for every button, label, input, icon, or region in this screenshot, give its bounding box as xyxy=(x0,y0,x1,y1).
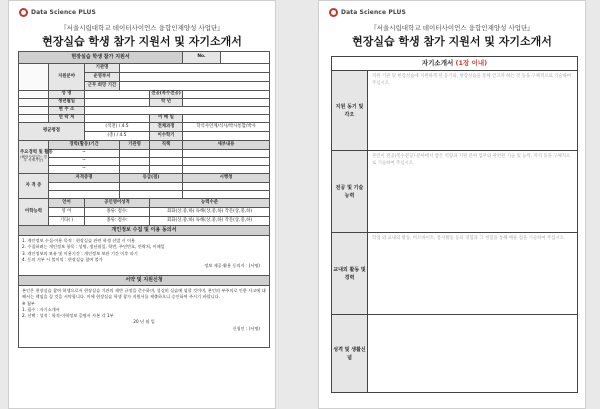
career-header-org: 기관명 xyxy=(120,141,150,150)
address-label: 현 주 소 xyxy=(49,107,85,115)
motivation-field[interactable]: 지원 기관 및 현장실습에 지원하게 된 동기와, 현장실습을 통해 얻고자 하는 것 등을 구체적으로 기술하여 주십시오. xyxy=(368,71,578,151)
photo-box-cont xyxy=(19,107,49,115)
cert-row-name[interactable] xyxy=(49,183,120,191)
consent-line: 2. 수집하려는 개인정보 항목 : 성명, 생년월일, 학번, 주민번호, 연락처, 이메일 xyxy=(22,244,165,250)
career-row-period[interactable]: ~ xyxy=(49,150,120,158)
grade-field[interactable] xyxy=(183,99,270,107)
college-field[interactable] xyxy=(183,91,270,99)
program-logo xyxy=(19,6,96,18)
pledge-date[interactable]: 20 년 월 일 xyxy=(133,319,155,325)
consent-line: 3. 개인정보의 보유 및 이용기간 : 개인정보 보관 기간 이후 파기 xyxy=(22,250,138,256)
page-title: 현장실습 학생 참가 지원서 및 자기소개서 xyxy=(42,35,242,48)
phone-field[interactable] xyxy=(85,115,150,123)
self-introduction-page xyxy=(318,0,586,409)
pledge-section-title: 서약 및 지원신청 xyxy=(19,276,270,286)
phone-label: 연 락 처 xyxy=(49,115,85,123)
hope-dept-label: 운영부서 xyxy=(85,73,120,82)
lang-row-lang[interactable]: 기타( ) xyxy=(49,217,85,226)
course-value[interactable]: 학석사연계/석사/박사통합/박사 xyxy=(183,123,270,132)
name-field[interactable] xyxy=(85,91,150,99)
career-row-detail[interactable] xyxy=(183,166,270,174)
career-row-org[interactable] xyxy=(120,166,150,174)
logo-text: Data Science PLUS xyxy=(31,8,96,16)
gpa-recent[interactable]: (직전) / 4.5 xyxy=(85,123,150,132)
hope-org-label: 기관명 xyxy=(85,64,120,73)
gpa-total[interactable]: (총) / 4.5 xyxy=(85,132,150,141)
pledge-signature[interactable]: 신청인 : (서명) xyxy=(232,325,261,331)
lang-header-level: 능력수준 xyxy=(150,199,270,208)
consent-body xyxy=(19,236,270,276)
career-header-detail: 세부내용 xyxy=(183,141,270,150)
pledge-body xyxy=(19,286,270,348)
career-row-role[interactable] xyxy=(150,166,183,174)
program-logo xyxy=(329,6,406,18)
birth-label: 생년월일 xyxy=(49,99,85,107)
photo-box-cont xyxy=(19,99,49,107)
program-subtitle: 『서울시립대학교 데이터사이언스 융합인재양성 사업단』 xyxy=(370,24,534,32)
lang-row-test[interactable]: 종류: 점수: xyxy=(85,217,150,226)
cert-row-grade[interactable] xyxy=(120,191,183,199)
page-title: 현장실습 학생 참가 지원서 및 자기소개서 xyxy=(352,35,552,48)
consent-line: 4. 동의 거부 시 불이익 : 현장실습 참여 불가 xyxy=(22,256,103,262)
career-label-text: 주요경력 및 활동 xyxy=(20,149,53,155)
personality-field[interactable] xyxy=(368,315,578,393)
pledge-attach-line: 2. 선택 : 성적 : 학적·이력정보 증명서 사본 각 1부 xyxy=(22,313,114,319)
credits-label: 이수학기 xyxy=(150,132,183,141)
hope-period-field[interactable] xyxy=(120,82,270,91)
consent-line: 1. 개인정보 수집·이용 목적 : 현장실습 관련 학생 선발 시 이용 xyxy=(22,238,136,243)
skills-field[interactable]: 본인이 전공(복수전공) 분야에서 쌓은 역량과 지원 분야 업무와 관련된 기술 및 능력, 자격 등을 구체적으로 기술하여 주십시오. xyxy=(368,151,578,233)
cert-row-issuer[interactable] xyxy=(183,191,270,199)
career-header-role: 직책 xyxy=(150,141,183,150)
self-intro-heading xyxy=(332,57,578,71)
career-header-period: 경력(활동)기간 xyxy=(49,141,120,150)
career-row-role[interactable] xyxy=(150,158,183,166)
lang-row-test[interactable]: 종류: 점수: xyxy=(85,208,150,217)
consent-section-title: 개인정보 수집 및 이용 동의서 xyxy=(19,226,270,236)
hope-section-label: 지원분야 xyxy=(49,64,85,91)
photo-box-cont xyxy=(19,115,49,123)
activities-label: 교내외 활동 및 경력 xyxy=(332,233,368,315)
email-label: 이 메 일 xyxy=(150,115,183,123)
photo-box[interactable] xyxy=(19,64,49,91)
certs-header-name: 자격증명 xyxy=(49,174,120,183)
certs-header-grade: 등급(점) xyxy=(120,174,183,183)
career-label xyxy=(19,141,53,174)
pledge-attach-line: 1. 필수 : 자기소개서 xyxy=(22,306,60,312)
career-row-period[interactable]: ~ xyxy=(49,158,120,166)
cert-row-issuer[interactable] xyxy=(183,183,270,191)
logo-mark-icon xyxy=(19,8,28,17)
hope-dept-field[interactable] xyxy=(120,73,270,82)
career-row-detail[interactable] xyxy=(183,158,270,166)
program-subtitle: 『서울시립대학교 데이터사이언스 융합인재양성 사업단』 xyxy=(60,24,224,32)
email-field[interactable] xyxy=(183,115,270,123)
lang-row-level[interactable]: 회화(상,중,하) 독해(상,중,하) 작문(상,중,하) xyxy=(150,208,270,217)
pledge-attach-label: ※ 첨부 xyxy=(22,300,35,306)
career-note: (해당사항없는 경우 삭제가능) xyxy=(20,154,47,163)
career-row-role[interactable] xyxy=(150,150,183,158)
no-label: No. xyxy=(183,52,221,64)
hope-org-field[interactable] xyxy=(120,64,270,73)
address-field[interactable] xyxy=(85,107,270,115)
career-row-period[interactable]: ~ xyxy=(49,166,120,174)
logo-text: Data Science PLUS xyxy=(341,8,406,16)
application-form-page xyxy=(8,0,276,409)
grade-label: 학 년 xyxy=(150,99,183,107)
credits-field[interactable] xyxy=(183,132,270,141)
gpa-label: 평균평점 xyxy=(19,123,85,141)
motivation-label: 지원 동기 및 각오 xyxy=(332,71,368,151)
certs-label: 자 격 증 xyxy=(19,174,49,199)
application-table xyxy=(18,51,270,348)
college-label: 전공(복수전공) xyxy=(150,91,183,99)
self-intro-length-hint: (1장 이내) xyxy=(455,59,488,68)
no-field[interactable] xyxy=(221,52,270,64)
self-intro-heading-text: 자기소개서 xyxy=(421,59,454,68)
career-row-org[interactable] xyxy=(120,158,150,166)
certs-header-issuer: 시행청 xyxy=(183,174,270,183)
photo-box-cont xyxy=(19,91,49,99)
career-row-org[interactable] xyxy=(120,150,150,158)
hope-period-label: 근무 희망 기간 xyxy=(85,82,120,91)
lang-label: 어학능력 xyxy=(19,199,49,226)
lang-header-lang: 언어 xyxy=(49,199,85,208)
lang-header-test: 공인영어성적 xyxy=(85,199,150,208)
skills-label: 전공 및 기술 능력 xyxy=(332,151,368,233)
self-intro-table xyxy=(331,56,578,393)
career-row-detail[interactable] xyxy=(183,150,270,158)
birth-field[interactable] xyxy=(85,99,150,107)
consent-signature[interactable]: 정보 제공·활용 동의자 : (서명) xyxy=(204,263,261,269)
lang-row-lang: 영 어 xyxy=(49,208,85,217)
logo-mark-icon xyxy=(329,8,338,17)
lang-row-level[interactable]: 회화(상,중,하) 독해(상,중,하) 작문(상,중,하) xyxy=(150,217,270,226)
activities-field[interactable]: 학업 외 교내외 활동, 아르바이트, 봉사활동 등의 경험과 그 경험을 통해 배운 점을 기술하여 주십시오. xyxy=(368,233,578,315)
pledge-text: 본인은 현장실습 참여 학생으로서 현장실습 기관의 제반 규정을 준수하며, 성실히 실습에 임할 것이며, 본인의 부주의로 인한 사고에 대해서는 책임을 질 것을 서약합니다. 이에 현장실습 학생 참가 지원서를 제출하오니 승인하여 주시기 바랍니다. xyxy=(22,288,266,300)
form-title: 현장실습 학생 참가 지원서 xyxy=(19,52,183,64)
name-label: 성 명 xyxy=(49,91,85,99)
cert-row-grade[interactable] xyxy=(120,183,183,191)
cert-row-name[interactable] xyxy=(49,191,120,199)
course-label: 전체과정 xyxy=(150,123,183,132)
personality-label: 성격 및 생활신념 xyxy=(332,315,368,393)
